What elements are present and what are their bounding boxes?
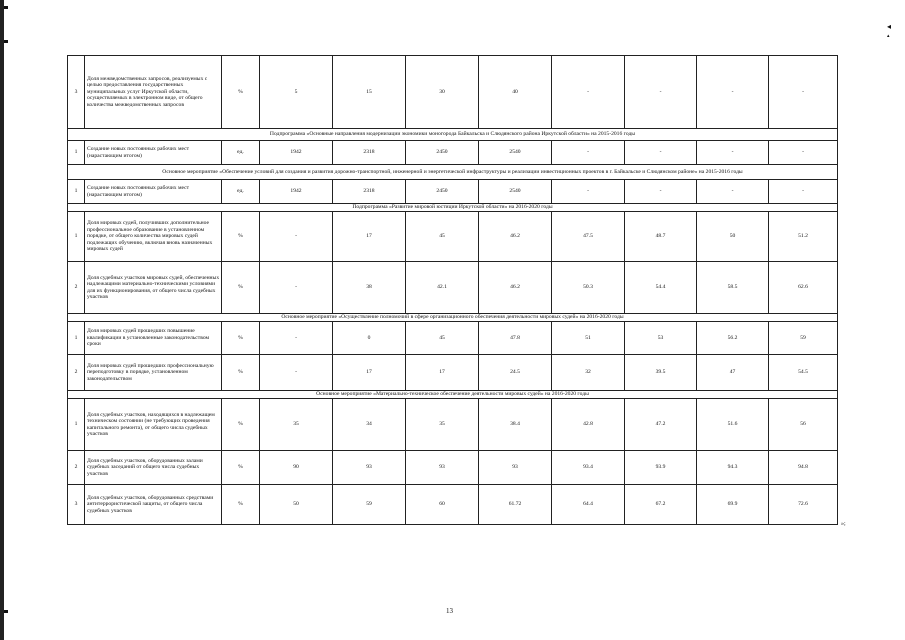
value-cell: 72.6 [769, 485, 838, 525]
value-cell: 51.6 [697, 399, 769, 451]
unit-cell: % [222, 322, 260, 355]
value-cell: 60 [406, 485, 479, 525]
section-row [68, 165, 838, 180]
table-row [68, 399, 838, 451]
row-number-cell: 1 [68, 180, 85, 204]
value-cell: 54.4 [625, 262, 697, 314]
value-cell: 56 [769, 399, 838, 451]
table-row [68, 355, 838, 391]
value-cell: 39.5 [625, 355, 697, 391]
value-cell: 17 [333, 355, 406, 391]
table-row [68, 485, 838, 525]
value-cell: 47.5 [552, 212, 625, 262]
indicator-name-cell: Доля мировых судей, получивших дополнительное профессиональное образование в установленном порядке, от общего количества мировых судей подлежащих обучению, включая вновь назначенных мировых судей [85, 212, 222, 262]
value-cell: 2540 [479, 180, 552, 204]
section-title: Подпрограмма «Основные направления модернизации экономики моногорода Байкальска и Слюдянского района Иркутской области» на 2015-2016 годы [68, 129, 838, 141]
value-cell: - [552, 180, 625, 204]
table-row [68, 56, 838, 129]
section-row [68, 391, 838, 399]
value-cell: 35 [406, 399, 479, 451]
value-cell: - [769, 56, 838, 129]
indicator-name-cell: Доля судебных участков мировых судей, обеспеченных надлежащими материально-техническими условиями для их функционирования, от общего числа судебных участков [85, 262, 222, 314]
value-cell: 93 [333, 451, 406, 485]
unit-cell: % [222, 485, 260, 525]
table-body [68, 56, 838, 525]
value-cell: 42.8 [552, 399, 625, 451]
unit-cell: % [222, 262, 260, 314]
section-title: Основное мероприятие «Осуществление полномочий в сфере организационного обеспечения деятельности мировых судей» на 2016-2020 годы [68, 314, 838, 322]
table-row [68, 451, 838, 485]
unit-cell: ед. [222, 141, 260, 165]
page-number: 13 [446, 607, 453, 615]
row-number-cell: 3 [68, 485, 85, 525]
table-row [68, 262, 838, 314]
value-cell: 2318 [333, 141, 406, 165]
value-cell: 2450 [406, 141, 479, 165]
indicator-name-cell: Создание новых постоянных рабочих мест (нарастающим итогом) [85, 180, 222, 204]
section-row [68, 314, 838, 322]
value-cell: 1942 [260, 141, 333, 165]
value-cell: - [697, 180, 769, 204]
value-cell: 42.1 [406, 262, 479, 314]
value-cell: 38.4 [479, 399, 552, 451]
row-number-cell: 1 [68, 141, 85, 165]
value-cell: 30 [406, 56, 479, 129]
value-cell: 93.4 [552, 451, 625, 485]
indicator-name-cell: Создание новых постоянных рабочих мест (нарастающим итогом) [85, 141, 222, 165]
value-cell: 46.2 [479, 262, 552, 314]
value-cell: - [260, 262, 333, 314]
value-cell: - [625, 56, 697, 129]
section-row [68, 129, 838, 141]
left-binding-edge [0, 0, 4, 640]
value-cell: 45 [406, 322, 479, 355]
value-cell: 69.9 [697, 485, 769, 525]
edge-tick [4, 610, 8, 613]
value-cell: 35 [260, 399, 333, 451]
unit-cell: % [222, 355, 260, 391]
value-cell: 59 [769, 322, 838, 355]
value-cell: 45 [406, 212, 479, 262]
indicator-name-cell: Доля мировых судей прошедших повышение квалификации в установленные законодательством сроки [85, 322, 222, 355]
row-number-cell: 1 [68, 212, 85, 262]
value-cell: 1942 [260, 180, 333, 204]
text-fragment: »; [841, 521, 846, 527]
value-cell: 50 [697, 212, 769, 262]
value-cell: 51.2 [769, 212, 838, 262]
value-cell: 17 [333, 212, 406, 262]
value-cell: - [769, 180, 838, 204]
value-cell: 64.4 [552, 485, 625, 525]
value-cell: - [552, 141, 625, 165]
row-number-cell: 1 [68, 322, 85, 355]
scan-mark: ◂ [887, 22, 892, 31]
value-cell: 50.3 [552, 262, 625, 314]
value-cell: 2318 [333, 180, 406, 204]
unit-cell: % [222, 451, 260, 485]
row-number-cell: 1 [68, 399, 85, 451]
row-number-cell: 3 [68, 56, 85, 129]
value-cell: 58.5 [697, 262, 769, 314]
unit-cell: % [222, 399, 260, 451]
value-cell: 90 [260, 451, 333, 485]
value-cell: 2540 [479, 141, 552, 165]
value-cell: 38 [333, 262, 406, 314]
value-cell: 2450 [406, 180, 479, 204]
unit-cell: % [222, 56, 260, 129]
indicator-name-cell: Доля судебных участков, оборудованных средствами антитеррористической защиты, от общего числа судебных участков [85, 485, 222, 525]
edge-tick [4, 6, 8, 9]
value-cell: 47.8 [479, 322, 552, 355]
value-cell: 56.2 [697, 322, 769, 355]
value-cell: 17 [406, 355, 479, 391]
value-cell: - [697, 56, 769, 129]
value-cell: - [260, 322, 333, 355]
indicators-table [67, 55, 838, 525]
section-title: Подпрограмма «Развитие мировой юстиции Иркутской области» на 2016-2020 годы [68, 204, 838, 212]
section-row [68, 204, 838, 212]
indicator-name-cell: Доля мировых судей прошедших профессиональную переподготовку в порядке, установленном законодательством [85, 355, 222, 391]
section-title: Основное мероприятие «Материально-техническое обеспечение деятельности мировых судей» на 2016-2020 годы [68, 391, 838, 399]
value-cell: - [697, 141, 769, 165]
value-cell: 67.2 [625, 485, 697, 525]
value-cell: 93 [479, 451, 552, 485]
table-row [68, 212, 838, 262]
edge-tick [4, 40, 8, 43]
value-cell: 94.3 [697, 451, 769, 485]
value-cell: - [260, 355, 333, 391]
value-cell: 47.2 [625, 399, 697, 451]
value-cell: - [552, 56, 625, 129]
value-cell: 93.9 [625, 451, 697, 485]
value-cell: 59 [333, 485, 406, 525]
row-number-cell: 2 [68, 451, 85, 485]
value-cell: 34 [333, 399, 406, 451]
value-cell: 61.72 [479, 485, 552, 525]
value-cell: 46.2 [479, 212, 552, 262]
value-cell: 48.7 [625, 212, 697, 262]
indicator-name-cell: Доля межведомственных запросов, реализуемых с целью предоставления государственных муниципальных услуг Иркутской области, осуществляемых в электронном виде, от общего количества межведомственных запросов [85, 56, 222, 129]
value-cell: 51 [552, 322, 625, 355]
value-cell: 50 [260, 485, 333, 525]
value-cell: 62.6 [769, 262, 838, 314]
value-cell: 93 [406, 451, 479, 485]
value-cell: 54.5 [769, 355, 838, 391]
indicator-name-cell: Доля судебных участков, находящихся в надлежащем техническом состоянии (не требующих проведения капитального ремонта), от общего числа судебных участков [85, 399, 222, 451]
indicator-name-cell: Доля судебных участков, оборудованных залами судебных заседаний от общего числа судебных участков [85, 451, 222, 485]
table-row [68, 141, 838, 165]
value-cell: 40 [479, 56, 552, 129]
unit-cell: ед. [222, 180, 260, 204]
value-cell: 47 [697, 355, 769, 391]
value-cell: 24.5 [479, 355, 552, 391]
section-title: Основное мероприятие «Обеспечение условий для создания и развития дорожно-транспортной, инженерной и энергетической инфраструктуры и реализации инвестиционных проектов в г. Байкальске и Слюдянском районе» на 2015-2016 годы [68, 165, 838, 180]
value-cell: - [625, 180, 697, 204]
value-cell: 5 [260, 56, 333, 129]
unit-cell: % [222, 212, 260, 262]
value-cell: 53 [625, 322, 697, 355]
value-cell: - [625, 141, 697, 165]
value-cell: 94.8 [769, 451, 838, 485]
row-number-cell: 2 [68, 355, 85, 391]
row-number-cell: 2 [68, 262, 85, 314]
table-row [68, 322, 838, 355]
value-cell: - [260, 212, 333, 262]
value-cell: 0 [333, 322, 406, 355]
value-cell: - [769, 141, 838, 165]
scan-mark: ▴ [887, 34, 890, 39]
value-cell: 15 [333, 56, 406, 129]
table-row [68, 180, 838, 204]
value-cell: 32 [552, 355, 625, 391]
